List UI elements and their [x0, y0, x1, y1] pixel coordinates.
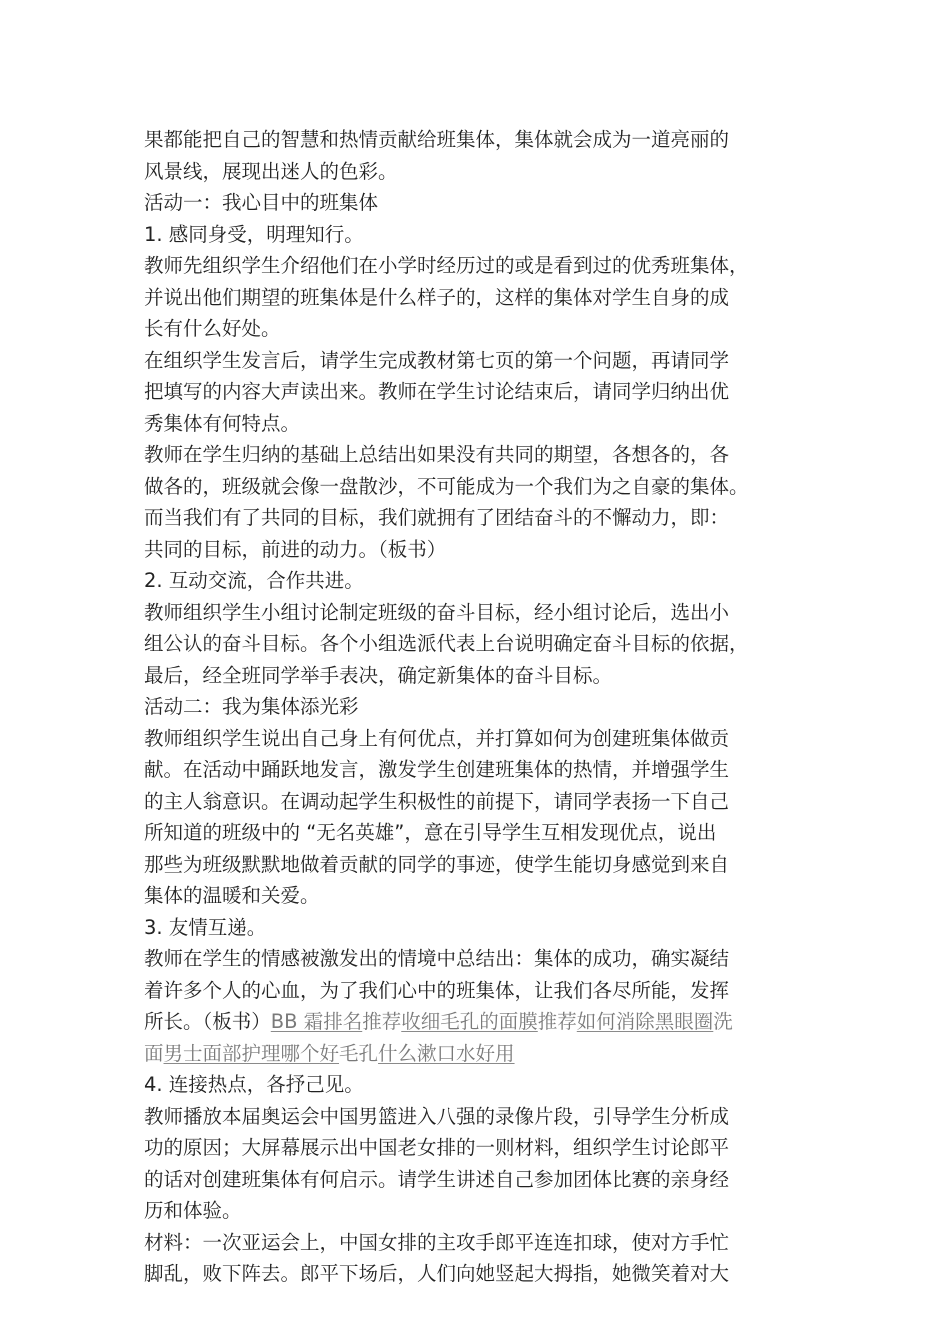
text-line: 所知道的班级中的 “无名英雄”，意在引导学生互相发现优点，说出 — [144, 821, 717, 844]
text-line: 教师组织学生说出自己身上有何优点，并打算如何为创建班集体做贡 — [144, 726, 730, 750]
text-segment: 洗 — [713, 1010, 733, 1033]
text-line: 在组织学生发言后，请学生完成教材第七页的第一个问题，再请同学 — [144, 348, 730, 372]
link-dark-circles[interactable]: 如何消除黑眼圈 — [576, 1010, 714, 1033]
text-line: 材料：一次亚运会上，中国女排的主攻手郎平连连扣球，使对方手忙 — [144, 1230, 730, 1254]
text-line: 教师播放本届奥运会中国男篮进入八强的录像片段，引导学生分析成 — [144, 1104, 730, 1128]
section-heading-activity-1: 活动一：我心目中的班集体 — [144, 191, 379, 214]
text-line: 那些为班级默默地做着贡献的同学的事迹，使学生能切身感觉到来自 — [144, 852, 730, 876]
text-line: 历和体验。 — [144, 1199, 242, 1222]
text-line: 把填写的内容大声读出来。教师在学生讨论结束后，请同学归纳出优 — [144, 380, 730, 403]
text-segment: 推荐 — [537, 1010, 577, 1033]
text-line: 的主人翁意识。在调动起学生积极性的前提下，请同学表扬一下自己 — [144, 789, 730, 813]
text-line: 集体的温暖和关爱。 — [144, 884, 320, 907]
subheading-3: 3. 友情互递。 — [144, 915, 267, 939]
text-line: 最后，经全班同学举手表决，确定新集体的奋斗目标。 — [144, 663, 613, 687]
section-heading-activity-2: 活动二：我为集体添光彩 — [144, 695, 359, 718]
text-line-with-links — [144, 1038, 824, 1070]
text-segment: 推荐 — [362, 1010, 402, 1033]
link-mens-skincare[interactable]: 男士面部护理哪个好 — [163, 1041, 340, 1065]
text-line: 着许多个人的心血，为了我们心中的班集体，让我们各尽所能，发挥 — [144, 978, 730, 1002]
subheading-2: 2. 互动交流，合作共进。 — [144, 569, 364, 592]
subheading-4: 4. 连接热点，各抒己见。 — [144, 1073, 364, 1096]
text-line: 教师组织学生小组讨论制定班级的奋斗目标，经小组讨论后，选出小 — [144, 600, 730, 624]
text-line: 长有什么好处。 — [144, 317, 281, 340]
text-line-with-links — [144, 1006, 824, 1038]
text-line: 共同的目标，前进的动力。（板书） — [144, 537, 447, 561]
text-line: 风景线，展现出迷人的色彩。 — [144, 159, 398, 183]
text-line: 的话对创建班集体有何启示。请学生讲述自己参加团体比赛的亲身经 — [144, 1167, 730, 1191]
text-line: 组公认的奋斗目标。各个小组选派代表上台说明确定奋斗目标的依据， — [144, 632, 749, 655]
document-body — [144, 124, 824, 1290]
text-line: 脚乱，败下阵去。郎平下场后，人们向她竖起大拇指，她微笑着对大 — [144, 1262, 730, 1285]
text-line: 教师先组织学生介绍他们在小学时经历过的或是看到过的优秀班集体， — [144, 254, 749, 277]
text-line: 果都能把自己的智慧和热情贡献给班集体，集体就会成为一道亮丽的 — [144, 128, 730, 151]
text-segment: 毛孔 — [339, 1041, 379, 1065]
text-line: 献。在活动中踊跃地发言，激发学生创建班集体的热情，并增强学生 — [144, 758, 730, 781]
text-segment: 面 — [144, 1041, 164, 1065]
link-pore-mask[interactable]: 收细毛孔的面膜 — [401, 1010, 538, 1033]
text-segment: 所长。（板书） — [144, 1010, 271, 1033]
text-line: 做各的，班级就会像一盘散沙，不可能成为一个我们为之自豪的集体。 — [144, 474, 749, 498]
text-line: 而当我们有了共同的目标，我们就拥有了团结奋斗的不懈动力，即： — [144, 506, 730, 529]
text-line: 秀集体有何特点。 — [144, 411, 301, 435]
text-line: 功的原因；大屏幕展示出中国老女排的一则材料，组织学生讨论郎平 — [144, 1136, 730, 1159]
text-line: 教师在学生的情感被激发出的情境中总结出：集体的成功，确实凝结 — [144, 947, 730, 970]
link-bb-cream-ranking[interactable]: BB 霜排名 — [270, 1010, 363, 1033]
text-line: 教师在学生归纳的基础上总结出如果没有共同的期望，各想各的，各 — [144, 443, 730, 466]
subheading-1: 1. 感同身受，明理知行。 — [144, 222, 364, 246]
link-mouthwash[interactable]: 什么漱口水好用 — [378, 1041, 515, 1065]
text-line: 并说出他们期望的班集体是什么样子的，这样的集体对学生自身的成 — [144, 285, 730, 309]
